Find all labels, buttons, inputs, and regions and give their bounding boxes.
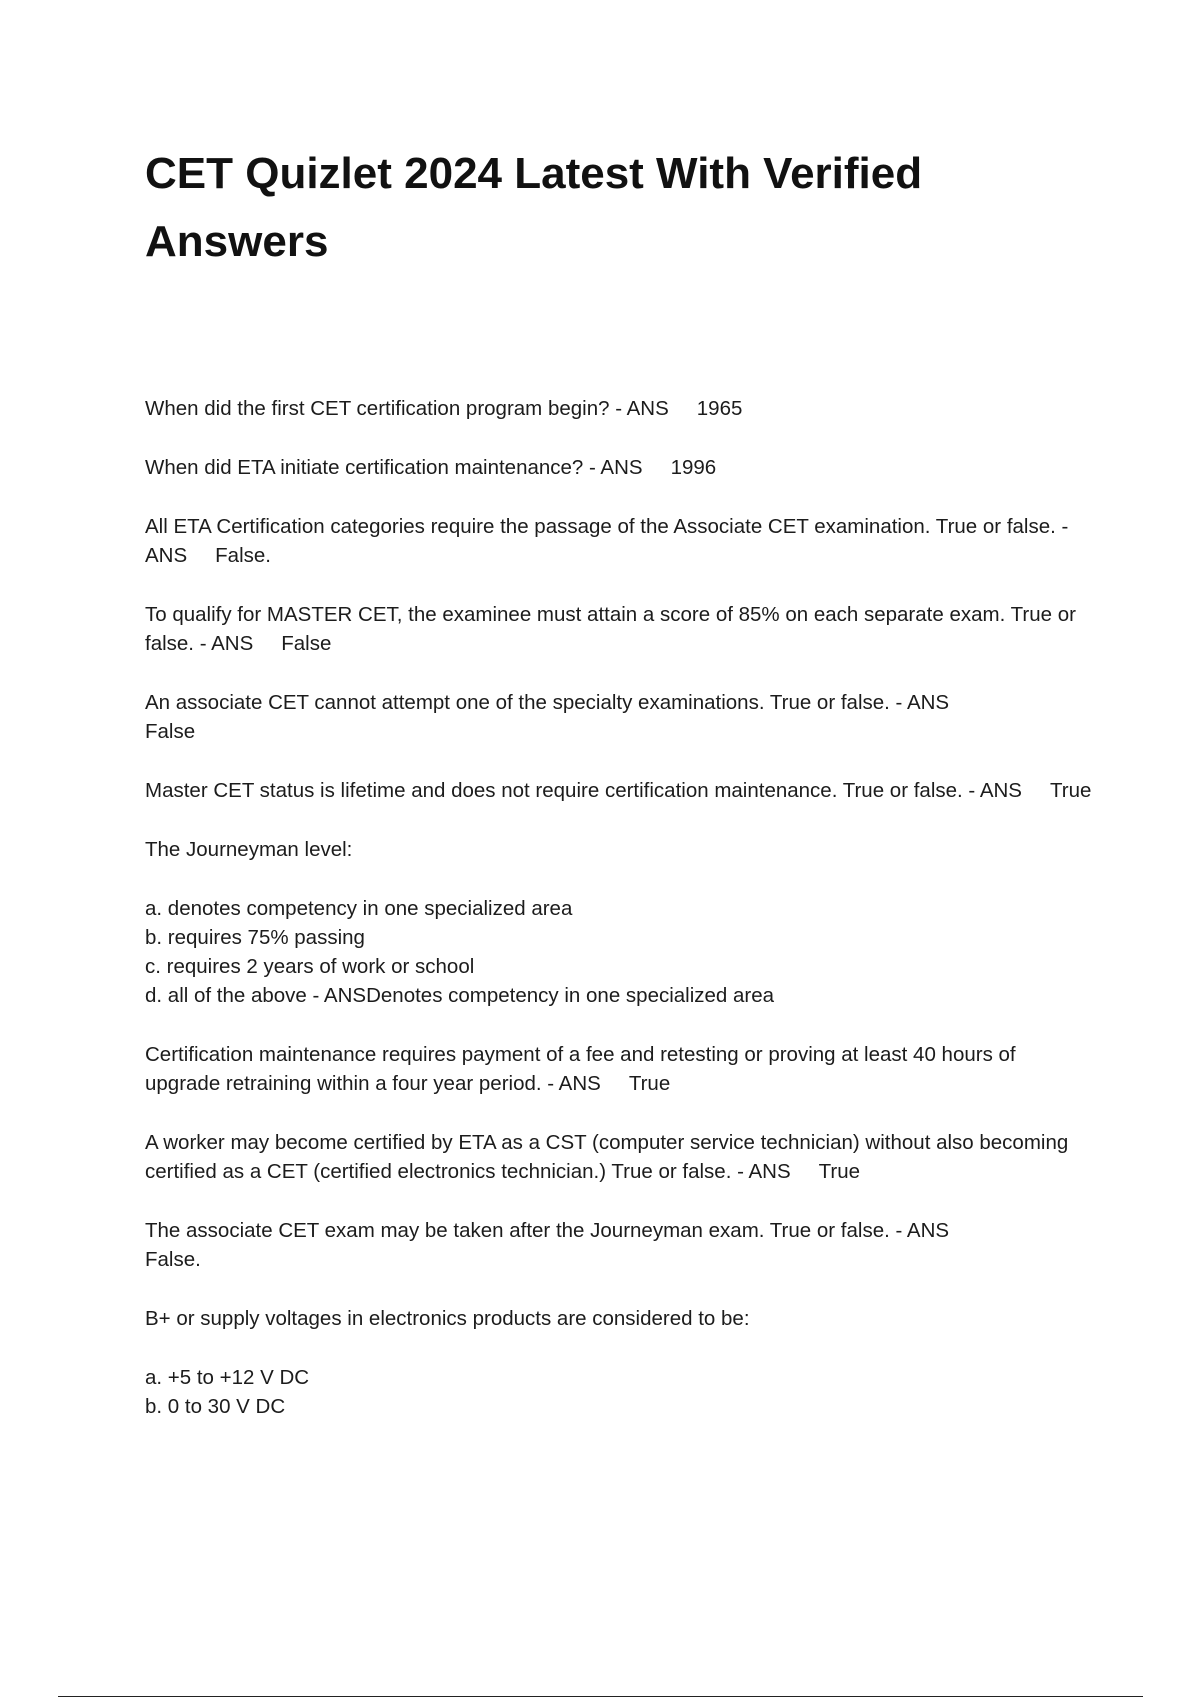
qa-item-5 <box>145 688 1095 746</box>
option-b: b. requires 75% passing <box>145 926 365 949</box>
ans-marker: - ANS <box>583 456 643 479</box>
answer-text: 1965 <box>696 397 743 420</box>
option-d-text: d. all of the above <box>145 984 307 1007</box>
question-text: All ETA Certification categories require the passage of the Associate CET examination. True or false. <box>145 515 1056 538</box>
ans-marker: - ANS <box>731 1160 791 1183</box>
question-text: A worker may become certified by ETA as a CST (computer service technician) without also becoming certified as a CET (certified electronics technician.) True or false. <box>145 1131 1074 1183</box>
question-text: To qualify for MASTER CET, the examinee must attain a score of 85% on each separate exam. True or false. <box>145 603 1082 655</box>
answer-text: False <box>281 632 332 655</box>
qa-item-6 <box>145 776 1095 805</box>
option-a: a. denotes competency in one specialized area <box>145 897 573 920</box>
answer-text: True <box>818 1160 861 1183</box>
answer-text: False <box>145 720 196 743</box>
document-body <box>145 394 1095 1451</box>
question-text: When did the first CET certification program begin? <box>145 397 610 420</box>
answer-text: Denotes competency in one specialized area <box>366 984 775 1007</box>
ans-marker: - ANS <box>541 1072 601 1095</box>
qa-item-2 <box>145 453 1095 482</box>
bplus-question-stem: B+ or supply voltages in electronics products are considered to be: <box>145 1307 750 1330</box>
ans-marker: - ANS <box>306 984 367 1007</box>
question-text: Certification maintenance requires payment of a fee and retesting or proving at least 40 hours of upgrade retraining within a four year period. <box>145 1043 1022 1095</box>
qa-item-4 <box>145 600 1095 658</box>
ans-marker: - ANS <box>609 397 669 420</box>
answer-text: False. <box>145 1248 201 1271</box>
document-title: CET Quizlet 2024 Latest With Verified Answers <box>145 149 923 266</box>
ans-marker: - ANS <box>194 632 254 655</box>
question-text: Master CET status is lifetime and does not require certification maintenance. True or false. <box>145 779 963 802</box>
ans-marker: - ANS <box>889 691 950 714</box>
question-text: The associate CET exam may be taken after the Journeyman exam. True or false. <box>145 1219 890 1242</box>
qa-item-8 <box>145 1040 1095 1098</box>
option-a: a. +5 to +12 V DC <box>145 1366 310 1389</box>
option-c: c. requires 2 years of work or school <box>145 955 475 978</box>
option-d <box>145 981 1095 1010</box>
journeyman-question-stem: The Journeyman level: <box>145 838 353 861</box>
ans-marker: - ANS <box>962 779 1022 802</box>
qa-item-9 <box>145 1128 1095 1186</box>
ans-marker: - ANS <box>145 515 1073 567</box>
answer-text: True <box>1049 779 1092 802</box>
page-footer-divider <box>58 1696 1143 1697</box>
qa-item-1 <box>145 394 1095 423</box>
answer-text: 1996 <box>670 456 717 479</box>
question-text: When did ETA initiate certification maintenance? <box>145 456 584 479</box>
ans-marker: - ANS <box>889 1219 950 1242</box>
qa-item-10 <box>145 1216 1095 1274</box>
answer-text: False. <box>215 544 271 567</box>
answer-text: True <box>628 1072 671 1095</box>
qa-item-3 <box>145 512 1095 570</box>
journeyman-options <box>145 894 1095 1010</box>
bplus-options <box>145 1363 1095 1421</box>
option-b: b. 0 to 30 V DC <box>145 1395 286 1418</box>
question-text: An associate CET cannot attempt one of the specialty examinations. True or false. <box>145 691 890 714</box>
